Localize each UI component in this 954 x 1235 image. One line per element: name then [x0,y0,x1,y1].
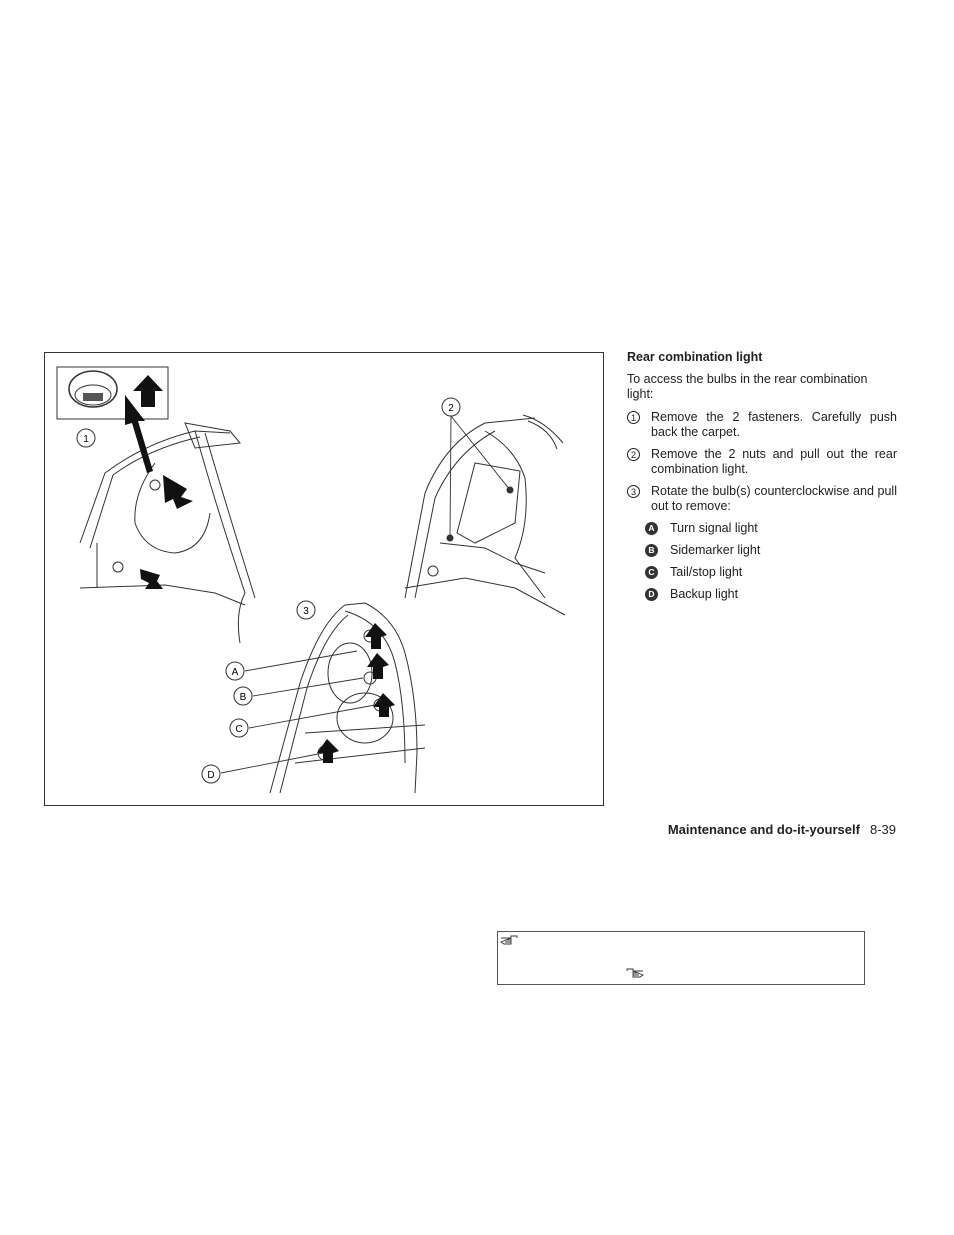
note-box [497,931,865,985]
callout-1 [77,429,95,447]
pointing-hand-icon [500,934,518,946]
label-a [226,662,244,680]
trunk-interior-panel [80,423,255,643]
bulb-arrow-icon-4 [317,739,339,763]
bulb-item-c [645,565,897,580]
step-text: Remove the 2 nuts and pull out the rear combination light. [651,447,897,476]
svg-text:1: 1 [83,434,89,445]
illustration-figure [44,352,604,806]
bulb-arrow-icon-3 [373,693,395,717]
bulb-item-a [645,521,897,536]
bulb-letter: D [645,588,658,601]
lamp-assembly [270,603,425,793]
step-number: 3 [627,485,640,498]
svg-text:C: C [235,724,243,735]
bulb-arrow-icon-2 [367,653,389,679]
step-text: Remove the 2 fasteners. Carefully push back the carpet. [651,410,897,439]
bulb-letter: C [645,566,658,579]
page-number: 8-39 [869,822,896,837]
svg-text:B: B [239,692,247,703]
step-number: 1 [627,411,640,424]
leader-lines [221,416,510,773]
svg-text:3: 3 [303,606,309,617]
step-2 [627,447,897,477]
section-heading: Rear combination light [627,350,763,364]
bulb-arrow-icon-1 [365,623,387,649]
callout-2 [442,398,460,416]
step-3 [627,484,897,514]
rear-light-diagram [45,353,603,805]
svg-text:2: 2 [448,403,454,414]
svg-text:A: A [231,667,239,678]
step-text: Rotate the bulb(s) counterclockwise and pull out to remove: [651,484,897,513]
step-number: 2 [627,448,640,461]
pointing-hand-icon [626,967,644,979]
label-c [230,719,248,737]
bulb-item-d [645,587,897,602]
bulb-label: Backup light [670,587,739,601]
step-1 [627,410,897,440]
bulb-letter: A [645,522,658,535]
page-footer [668,822,896,837]
bulb-label: Tail/stop light [670,565,743,579]
label-b [234,687,252,705]
label-d [202,765,220,783]
bulb-letter: B [645,544,658,557]
bulb-label: Turn signal light [670,521,758,535]
rear-quarter-panel [405,415,565,615]
arrow-right-icon-1 [163,475,193,509]
fastener-inset [57,367,168,419]
instructions-column [627,350,897,609]
bulb-label: Sidemarker light [670,543,761,557]
intro-text: To access the bulbs in the rear combination light: [627,372,868,401]
bulb-item-b [645,543,897,558]
footer-section-title: Maintenance and do-it-yourself [667,822,860,837]
callout-3 [297,601,315,619]
svg-text:D: D [207,770,215,781]
